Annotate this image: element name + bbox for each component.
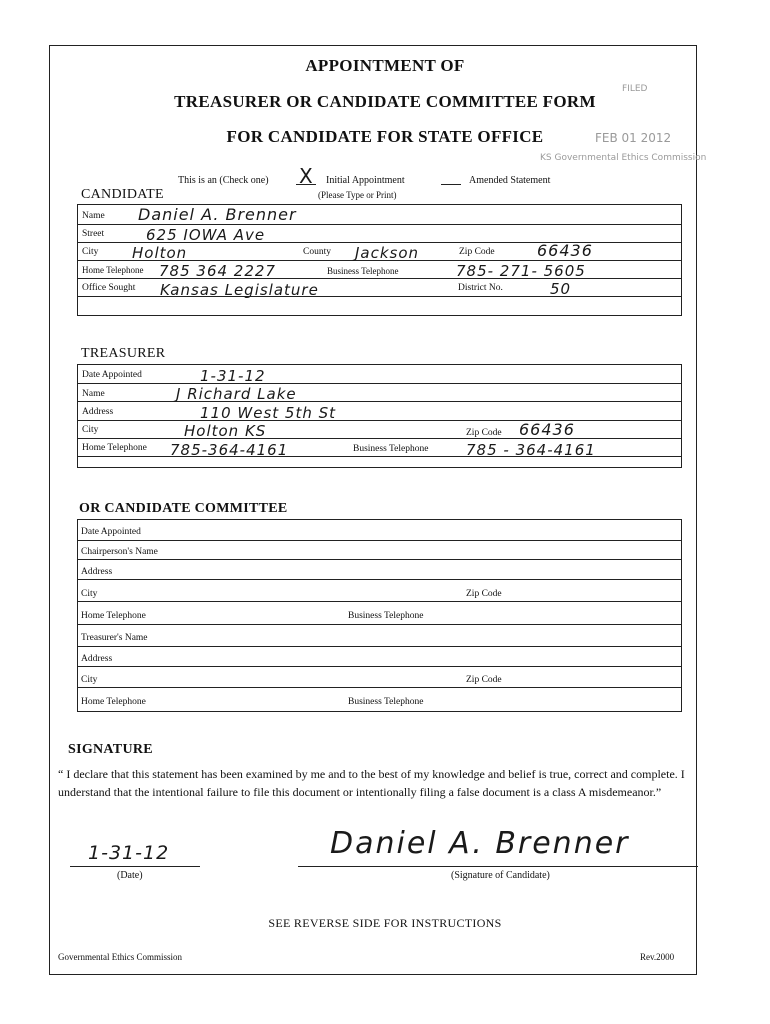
- treasurer-address-label: Address: [82, 407, 114, 417]
- committee-zip-label: Zip Code: [466, 589, 502, 599]
- initial-appointment-checkbox[interactable]: [296, 164, 316, 188]
- date-line: [70, 866, 200, 867]
- committee-date-row: [77, 523, 682, 541]
- signature-heading: SIGNATURE: [68, 742, 153, 757]
- candidate-zip-label: Zip Code: [459, 247, 495, 257]
- treasurer-date-value[interactable]: 1-31-12: [200, 367, 266, 385]
- amended-statement-label: Amended Statement: [469, 175, 551, 186]
- treasurer-address-value[interactable]: 110 West 5th St: [200, 404, 337, 422]
- committee-chair-label: Chairperson's Name: [81, 547, 158, 557]
- treasurer-city-value[interactable]: Holton KS: [184, 422, 267, 440]
- treasurer-city-label: City: [82, 425, 99, 435]
- committee-city2-label: City: [81, 675, 98, 685]
- committee-bus-tel-label: Business Telephone: [348, 611, 424, 621]
- candidate-bus-tel-value[interactable]: 785- 271- 5605: [456, 262, 586, 280]
- committee-city-row: [77, 582, 682, 602]
- candidate-signature[interactable]: Daniel A. Brenner: [330, 826, 630, 861]
- candidate-city-value[interactable]: Holton: [132, 244, 188, 262]
- candidate-city-label: City: [82, 247, 99, 257]
- date-label: (Date): [117, 870, 143, 881]
- committee-address2-row: [77, 649, 682, 667]
- candidate-home-tel-label: Home Telephone: [82, 265, 144, 275]
- committee-home-tel-label: Home Telephone: [81, 611, 146, 621]
- form-title-line2: TREASURER OR CANDIDATE COMMITTEE FORM: [174, 92, 596, 111]
- received-stamp-agency: KS Governmental Ethics Commission: [540, 153, 707, 163]
- form-title-line1: APPOINTMENT OF: [305, 56, 465, 75]
- candidate-heading: CANDIDATE: [81, 187, 164, 202]
- candidate-name-label: Name: [82, 211, 105, 221]
- committee-heading: OR CANDIDATE COMMITTEE: [79, 501, 288, 516]
- treasurer-name-row: [77, 385, 682, 402]
- treasurer-name-value[interactable]: J Richard Lake: [176, 385, 297, 403]
- treasurer-home-tel-label: Home Telephone: [82, 443, 147, 453]
- committee-treasurer-row: [77, 627, 682, 647]
- received-stamp-date: FEB 01 2012: [595, 131, 672, 145]
- office-sought-value[interactable]: Kansas Legislature: [160, 281, 319, 299]
- treasurer-bus-tel-value[interactable]: 785 - 364-4161: [466, 441, 596, 459]
- candidate-street-value[interactable]: 625 IOWA Ave: [146, 226, 266, 244]
- check-mark: X: [299, 164, 314, 188]
- committee-treasurer-label: Treasurer's Name: [81, 633, 148, 643]
- check-one-prompt: This is an (Check one): [178, 175, 269, 186]
- amended-statement-checkbox[interactable]: [441, 168, 461, 185]
- candidate-zip-value[interactable]: 66436: [537, 241, 593, 260]
- committee-address-row: [77, 562, 682, 580]
- candidate-street-label: Street: [82, 229, 105, 239]
- committee-address2-label: Address: [81, 654, 113, 664]
- form-title-line3: FOR CANDIDATE FOR STATE OFFICE: [226, 127, 544, 146]
- treasurer-home-tel-value[interactable]: 785-364-4161: [170, 441, 289, 459]
- committee-zip2-label: Zip Code: [466, 675, 502, 685]
- signature-line: [298, 866, 698, 867]
- district-label: District No.: [458, 283, 503, 293]
- committee-city-label: City: [81, 589, 98, 599]
- candidate-county-label: County: [303, 247, 331, 257]
- office-sought-label: Office Sought: [82, 283, 136, 293]
- committee-city2-row: [77, 670, 682, 688]
- committee-chair-row: [77, 542, 682, 560]
- candidate-name-value[interactable]: Daniel A. Brenner: [138, 205, 297, 224]
- treasurer-heading: TREASURER: [81, 346, 166, 361]
- footer-revision: Rev.2000: [640, 952, 675, 962]
- footer-agency: Governmental Ethics Commission: [58, 952, 182, 962]
- print-note: (Please Type or Print): [318, 190, 397, 200]
- initial-appointment-label: Initial Appointment: [326, 175, 405, 186]
- treasurer-date-label: Date Appointed: [82, 370, 142, 380]
- treasurer-name-label: Name: [82, 389, 105, 399]
- received-stamp: FILED: [622, 84, 648, 94]
- committee-date-label: Date Appointed: [81, 527, 141, 537]
- committee-bus-tel2-label: Business Telephone: [348, 697, 424, 707]
- treasurer-zip-label: Zip Code: [466, 428, 502, 438]
- treasurer-date-row: [77, 367, 682, 384]
- treasurer-bus-tel-label: Business Telephone: [353, 444, 429, 454]
- candidate-county-value[interactable]: Jackson: [355, 244, 420, 262]
- district-value[interactable]: 50: [550, 280, 572, 298]
- instructions-note: SEE REVERSE SIDE FOR INSTRUCTIONS: [268, 916, 502, 930]
- signature-label: (Signature of Candidate): [451, 870, 550, 881]
- committee-address-label: Address: [81, 567, 113, 577]
- treasurer-address-row: [77, 404, 682, 421]
- candidate-home-tel-value[interactable]: 785 364 2227: [159, 262, 276, 280]
- signature-date-value[interactable]: 1-31-12: [88, 842, 170, 864]
- candidate-bus-tel-label: Business Telephone: [327, 266, 399, 276]
- committee-home-tel2-label: Home Telephone: [81, 697, 146, 707]
- treasurer-zip-value[interactable]: 66436: [519, 420, 575, 439]
- declaration-text: “ I declare that this statement has been examined by me and to the best of my knowledge and belief is true, correct and complete. I understand that the intentional failure to file this document or intentionally filing a false document is a class A misdemeanor.”: [58, 767, 685, 799]
- treasurer-city-row: [77, 422, 682, 439]
